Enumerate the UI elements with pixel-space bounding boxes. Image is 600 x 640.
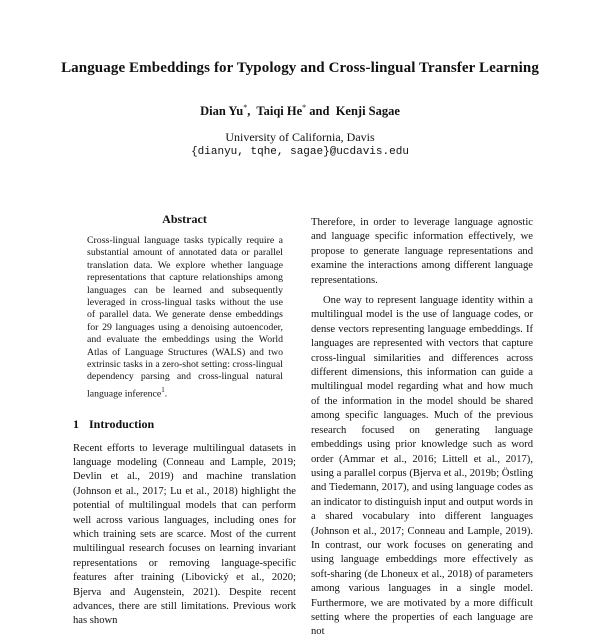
section-title: Introduction — [89, 416, 155, 431]
left-column — [73, 212, 296, 629]
author-name: Dian Yu — [200, 104, 244, 119]
right-column — [311, 216, 533, 640]
footnote-mark: 1 — [161, 385, 165, 394]
author-name: Taiqi He — [256, 104, 303, 119]
abstract-end: . — [164, 388, 168, 400]
section-number: 1 — [73, 416, 79, 431]
paper-title: Language Embeddings for Typology and Cross-lingual Transfer Learning — [61, 60, 539, 76]
author-email: {dianyu, tqhe, sagae}@ucdavis.edu — [191, 146, 409, 158]
paragraph: Therefore, in order to leverage language agnostic and language specific information effectively, we propose to generate language representations and examine the interactions among different language representations. — [311, 217, 533, 286]
author-name: Kenji Sagae — [335, 104, 400, 119]
author-mark: * — [302, 103, 307, 112]
abstract-text — [87, 235, 283, 401]
affiliation: University of California, Davis — [225, 130, 375, 144]
abstract-body: Cross-lingual language tasks typically require a substantial amount of annotated data or parallel translation data. We explore whether language representations that capture relationships among languages can be learned and subsequently leveraged in cross-lingual tasks without the use of parallel data. We generate dense embeddings for 29 languages using a denoising autoencoder, and evaluate the embeddings using the World Atlas of Language Structures (WALS) and two extrinsic tasks in a zero-shot setting: cross-lingual dependency parsing and cross-lingual natural language inference — [87, 235, 283, 400]
introduction-text: Recent efforts to leverage multilingual datasets in language modeling (Conneau and Lample, 2019; Devlin et al., 2019) and machine translation (Johnson et al., 2017; Lu et al., 2018) highlight the potential of multilingual models that can perform well across various languages, including ones for which training sets are scarce. Most of the current multilingual research focuses on learning invariant representations or removing language-specific features after training (Libovický et al., 2020; Bjerva and Augenstein, 2021). Despite recent advances, there are still limitations. Previous work has shown — [73, 442, 296, 627]
paragraph: One way to represent language identity within a multilingual model is the use of language codes, or dense vectors representing language embeddings. If languages are represented with vectors that capture cross-lingual similarities and differences across different dimensions, this information can guide a multilingual model regarding what and how much of the information in the model should be shared among specific languages. Much of the previous research focused on generating language embeddings using prior knowledge such as word order (Ammar et al., 2016; Littell et al., 2017), using a parallel corpus (Bjerva et al., 2019b; Östling and Tiedemann, 2017), and using language codes as an indicator to distinguish input and output words in a shared vocabulary into different languages (Johnson et al., 2017; Conneau and Lample, 2019). In contrast, our work focuses on generating and using language embeddings more effectively as soft-sharing (de Lhoneux et al., 2018) of parameters among various languages in a single model. Furthermore, we are motivated by a more difficult setting where the properties of each language are not — [311, 295, 533, 638]
abstract-heading: Abstract — [162, 212, 207, 226]
author-mark: * — [243, 103, 248, 112]
author-list: Dian Yu*, Taiqi He* and Kenji Sagae — [200, 103, 400, 119]
section-heading — [73, 417, 296, 432]
